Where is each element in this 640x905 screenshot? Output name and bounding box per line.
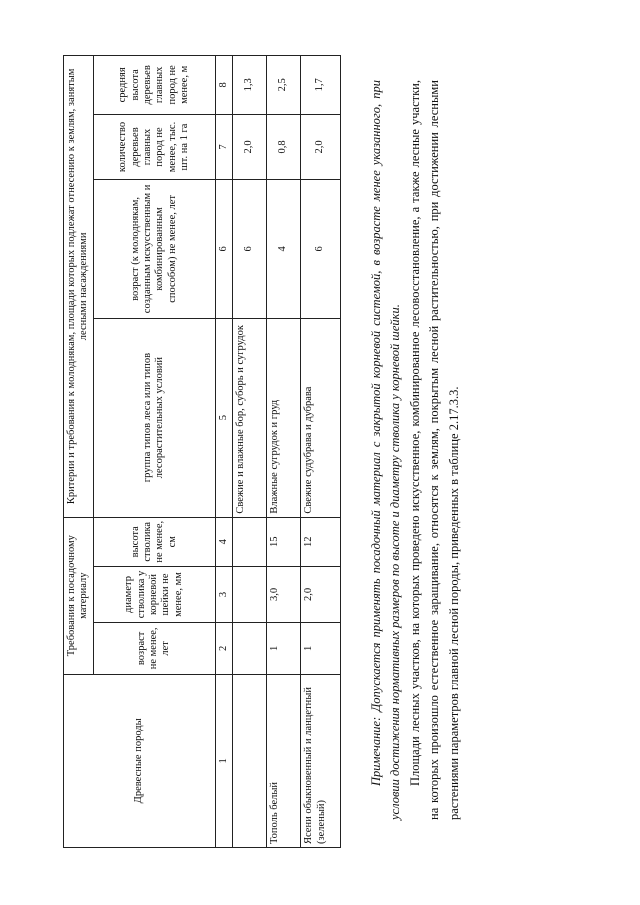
young-age-cell: 6: [301, 180, 341, 318]
col-number: 8: [215, 56, 232, 115]
forest-requirements-table: [63, 55, 341, 848]
diameter-cell: [233, 566, 267, 622]
table-row: [233, 56, 267, 848]
subheader-diameter: диаметр стволика у корневой шейки не менее, мм: [93, 566, 215, 622]
paragraph-text: Площади лесных участков, на которых проведено искусственное, комбинированное лесовосстановление, а также лесные участки, на которых произошло естественное заращивание, относятся к землям, покрытым лесной растительностью, при достижении лесными растениями параметров главной лесной породы, приведенных в таблице 2.17.3.3.: [407, 80, 461, 820]
subheader-young-age: возраст (к молоднякам, созданным искусственным и комбинированным способом) не менее, лет: [93, 180, 215, 318]
mean-height-cell: 1,3: [233, 56, 267, 115]
count-cell: 0,8: [267, 114, 301, 180]
forest-type-cell: Влажные сугрудок и груд: [267, 318, 301, 517]
note-block: [367, 80, 464, 820]
col-number: 6: [215, 180, 232, 318]
col-number: 5: [215, 318, 232, 517]
forest-type-cell: Свежие судубрава и дубрава: [301, 318, 341, 517]
subheader-height: высота стволика не менее, см: [93, 517, 215, 566]
young-age-cell: 4: [267, 180, 301, 318]
table-row: [267, 56, 301, 848]
col-number: 4: [215, 517, 232, 566]
diameter-cell: 3,0: [267, 566, 301, 622]
species-cell: [233, 674, 267, 847]
mean-height-cell: 1,7: [301, 56, 341, 115]
age-cell: [233, 623, 267, 675]
column-numbers-row: [215, 56, 232, 848]
rotated-page: [45, 60, 505, 860]
species-cell: Тополь белый: [267, 674, 301, 847]
header-row-1: [64, 56, 94, 848]
planting-material-header: Требования к посадочному материалу: [64, 517, 94, 674]
count-cell: 2,0: [301, 114, 341, 180]
diameter-cell: 2,0: [301, 566, 341, 622]
col-number: 2: [215, 623, 232, 675]
subheader-mean-height: средняя высота деревьев главных пород не менее, м: [93, 56, 215, 115]
height-cell: 15: [267, 517, 301, 566]
col-number: 3: [215, 566, 232, 622]
young-age-cell: 6: [233, 180, 267, 318]
species-header: Древесные породы: [64, 674, 216, 847]
subheader-forest-type: группа типов леса или типов лесорастительных условий: [93, 318, 215, 517]
age-cell: 1: [267, 623, 301, 675]
count-cell: 2,0: [233, 114, 267, 180]
mean-height-cell: 2,5: [267, 56, 301, 115]
forest-type-cell: Свежие и влажные бор, суборь и сугрудок: [233, 318, 267, 517]
species-cell: Ясени обыкновенный и ланцетный (зеленый): [301, 674, 341, 847]
note-text: Примечание: Допускается применять посадочный материал с закрытой корневой системой, в возрасте менее указанного, при условии достижения нормативных размеров по высоте и диаметру стволика у корневой шейки.: [369, 80, 403, 820]
young-stand-criteria-header: Критерии и требования к молоднякам, площади которых подлежат отнесению к землям, занятым лесными насаждениями: [64, 56, 94, 518]
table-row: [301, 56, 341, 848]
col-number: 1: [215, 674, 232, 847]
subheader-tree-count: количество деревьев главных пород не менее, тыс. шт. на 1 га: [93, 114, 215, 180]
subheader-age: возраст не менее, лет: [93, 623, 215, 675]
age-cell: 1: [301, 623, 341, 675]
height-cell: [233, 517, 267, 566]
col-number: 7: [215, 114, 232, 180]
height-cell: 12: [301, 517, 341, 566]
